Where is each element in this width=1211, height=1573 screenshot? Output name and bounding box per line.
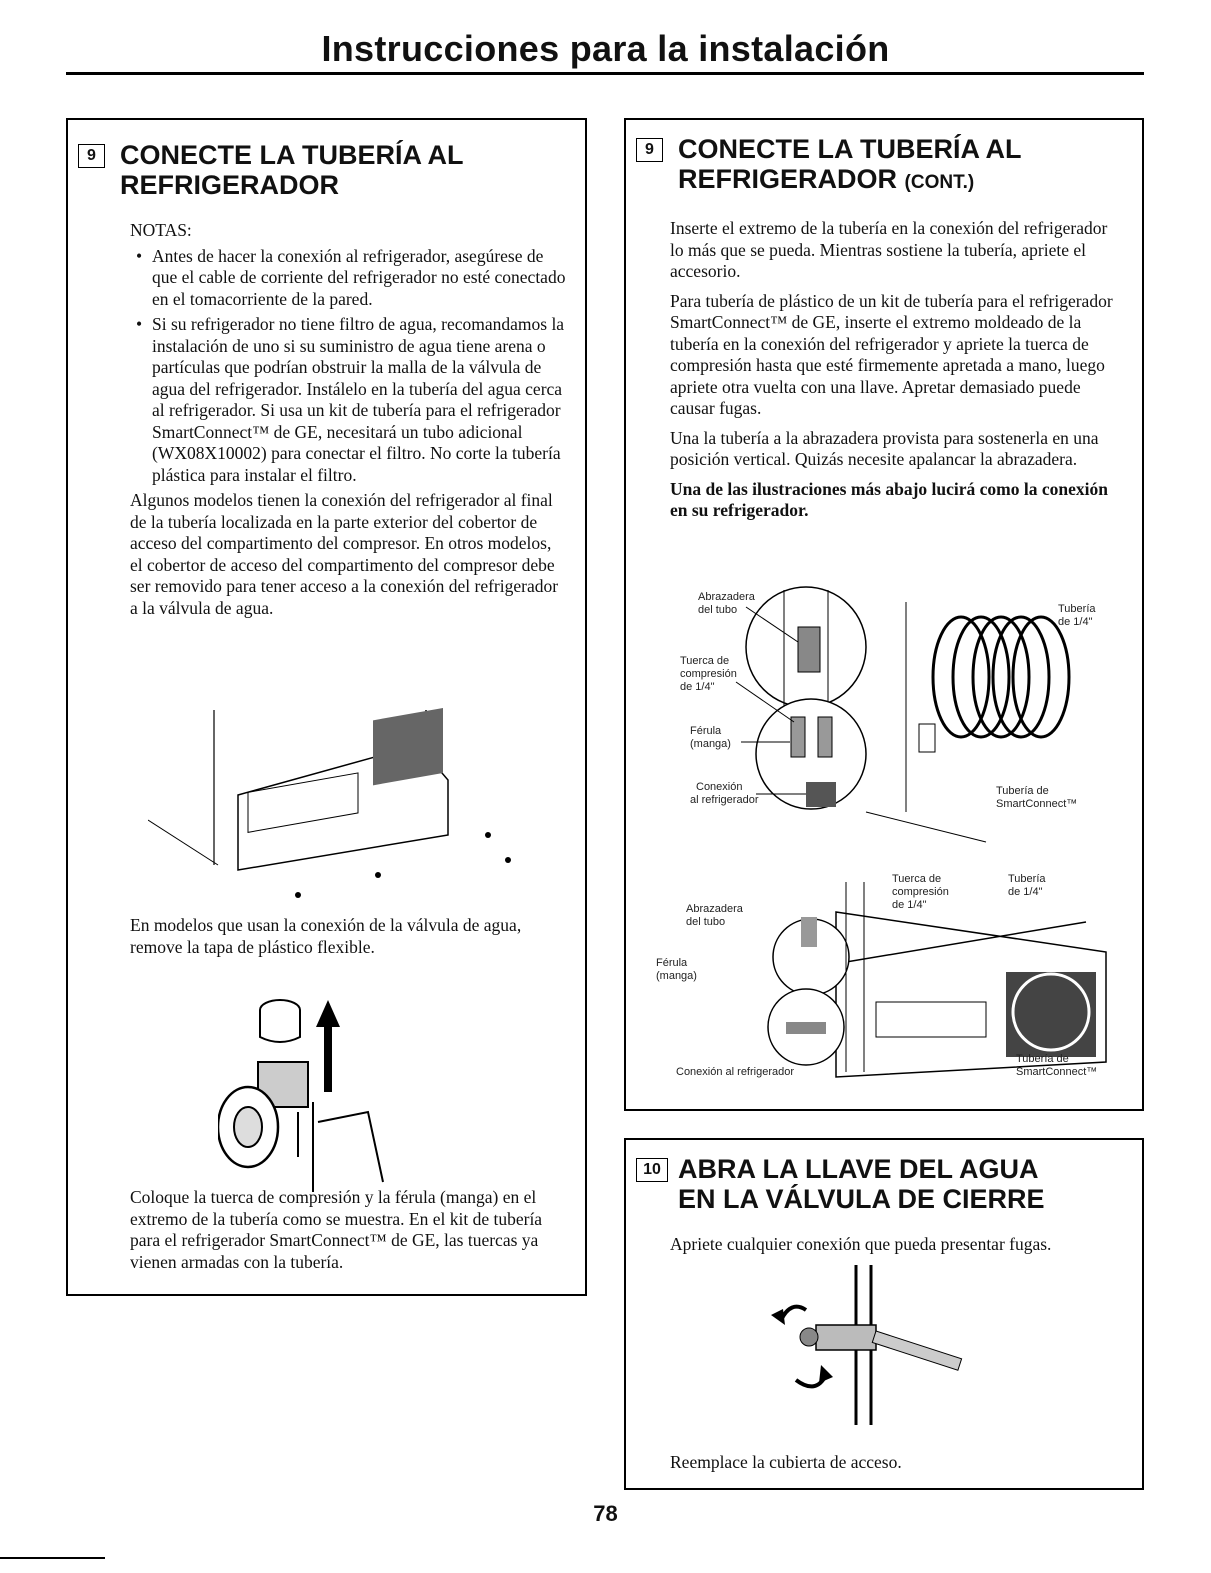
bold-note: Una de las ilustraciones más abajo lucirá como la conexión en su refrigerador. bbox=[670, 478, 1108, 520]
fig-label: al refrigerador bbox=[690, 794, 759, 806]
paragraph: Apriete cualquier conexión que pueda presentar fugas. bbox=[670, 1234, 1052, 1254]
section-title bbox=[626, 134, 1142, 198]
fig-label: Tuerca de bbox=[680, 655, 730, 667]
step-number: 10 bbox=[636, 1158, 668, 1182]
fig-label: de 1/4" bbox=[892, 899, 927, 911]
fig-label: del tubo bbox=[698, 604, 738, 616]
paragraph: Reemplace la cubierta de acceso. bbox=[670, 1452, 902, 1472]
header-rule bbox=[66, 72, 1144, 75]
fig-label: compresión bbox=[892, 886, 949, 898]
paragraph: Una la tubería a la abrazadera provista para sostenerla en una posición vertical. Quizás necesite apalancar la abrazadera. bbox=[670, 427, 1099, 469]
fig-label: Tubería bbox=[1058, 603, 1096, 615]
step-number: 9 bbox=[636, 138, 663, 162]
fig-label: Férula bbox=[690, 725, 722, 737]
fig-label: del tubo bbox=[686, 916, 726, 928]
connection-illustration-1 bbox=[666, 582, 1106, 852]
notes-label: NOTAS: bbox=[130, 220, 192, 240]
fig-label: de 1/4" bbox=[1058, 616, 1093, 628]
fig-label: SmartConnect™ bbox=[1016, 1066, 1098, 1078]
page-title: Instrucciones para la instalación bbox=[321, 28, 890, 69]
section-title bbox=[68, 140, 585, 200]
footer-rule bbox=[0, 1557, 105, 1559]
title-line: CONECTE LA TUBERÍA AL bbox=[678, 134, 1022, 164]
connection-illustration-2 bbox=[646, 862, 1116, 1092]
paragraph: Coloque la tuerca de compresión y la férula (manga) en el extremo de la tubería como se muestra. En el kit de tubería para el refrigerador SmartConnect™ de GE, las tuercas ya vienen armadas con la tubería. bbox=[130, 1187, 543, 1272]
title-line: REFRIGERADOR bbox=[678, 164, 898, 194]
fig-label: (manga) bbox=[690, 738, 731, 750]
fig-label: Abrazadera bbox=[698, 591, 755, 603]
section-connect-tubing bbox=[66, 118, 587, 1296]
fig-label: Conexión bbox=[696, 781, 743, 793]
water-valve-illustration bbox=[218, 982, 418, 1192]
paragraph: Para tubería de plástico de un kit de tubería para el refrigerador SmartConnect™ de GE, inserte el extremo moldeado de la tubería en la conexión del refrigerador y apriete la tuerca de compresión hasta que esté firmemente apretada a mano, luego apriete otra vuelta con una llave. Apretar demasiado puede causar fugas. bbox=[670, 290, 1113, 418]
fig-label: de 1/4" bbox=[1008, 886, 1043, 898]
fig-label: Abrazadera bbox=[686, 903, 743, 915]
list-item: • Si su refrigerador no tiene filtro de agua, recomandamos la instalación de uno si su suministro de agua tiene arena o partículas que podrían obstruir la malla de la válvula de agua del refrigerador. Instálelo en la tubería del agua cerca al refrigerador. Si usa un kit de tubería para el refrigerador SmartConnect™ de GE, necesitará un tubo adicional (WX08X10002) para conectar el filtro. No corte la tubería plástica para instalar el filtro. bbox=[130, 314, 567, 486]
fig-label: Tuerca de bbox=[892, 873, 942, 885]
shutoff-valve-illustration bbox=[761, 1265, 981, 1425]
page-number: 78 bbox=[593, 1501, 618, 1526]
compressor-access-illustration bbox=[148, 700, 528, 900]
fig-label: SmartConnect™ bbox=[996, 798, 1078, 810]
paragraph: Inserte el extremo de la tubería en la conexión del refrigerador lo más que se pueda. Mientras sostiene la tubería, apriete el accesorio. bbox=[670, 218, 1108, 281]
fig-label: Tubería de bbox=[1016, 1053, 1069, 1065]
notes-list bbox=[130, 246, 567, 487]
paragraph: Algunos modelos tienen la conexión del refrigerador al final de la tubería localizada en la parte exterior del cobertor de acceso del compartimento del compresor. En otros modelos, el cobertor de acceso del compartimento del compresor debe ser removido para tener acceso a la conexión del refrigerador a la válvula de agua. bbox=[130, 490, 559, 618]
title-line: ABRA LA LLAVE DEL AGUA bbox=[678, 1154, 1039, 1184]
section-open-water-valve bbox=[624, 1138, 1144, 1490]
fig-label: (manga) bbox=[656, 970, 697, 982]
step-number: 9 bbox=[78, 144, 105, 168]
fig-label: Tubería de bbox=[996, 785, 1049, 797]
title-line: EN LA VÁLVULA DE CIERRE bbox=[678, 1184, 1045, 1214]
title-line: CONECTE LA TUBERÍA AL bbox=[120, 140, 464, 170]
list-item: • Antes de hacer la conexión al refrigerador, asegúrese de que el cable de corriente del refrigerador no esté conectado en el tomacorriente de la pared. bbox=[130, 246, 567, 311]
paragraph: En modelos que usan la conexión de la válvula de agua, remove la tapa de plástico flexible. bbox=[130, 915, 522, 957]
fig-label: Férula bbox=[656, 957, 688, 969]
fig-label: de 1/4" bbox=[680, 681, 715, 693]
fig-label: Conexión al refrigerador bbox=[676, 1066, 795, 1078]
section-connect-tubing-cont bbox=[624, 118, 1144, 1111]
continued-label: (CONT.) bbox=[904, 172, 975, 193]
section-title bbox=[626, 1154, 1142, 1214]
fig-label: Tubería bbox=[1008, 873, 1046, 885]
title-line: REFRIGERADOR bbox=[120, 170, 340, 200]
fig-label: compresión bbox=[680, 668, 737, 680]
